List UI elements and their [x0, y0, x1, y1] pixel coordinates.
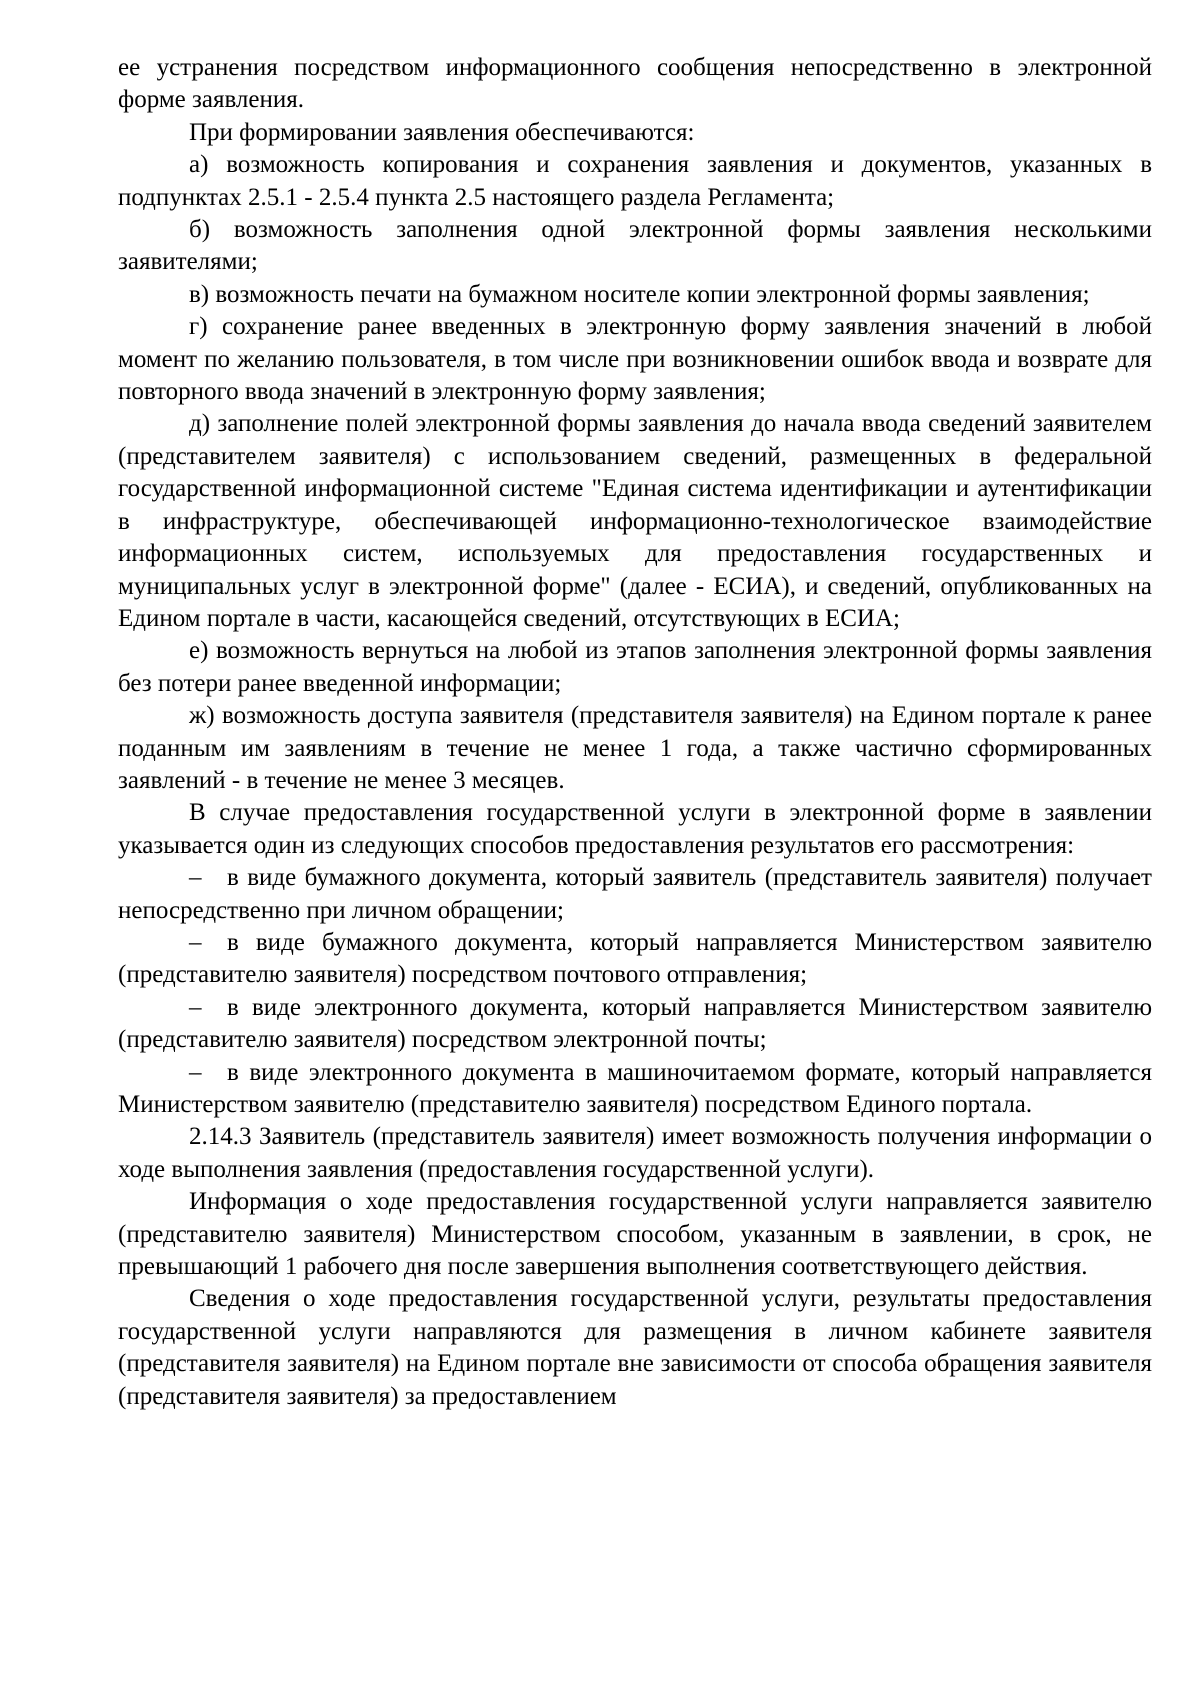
- paragraph-personal-account: Сведения о ходе предоставления государственной услуги, результаты предоставления государственной услуги направляются для размещения в личном кабинете заявителя (представителя заявителя) на Едином портале вне зависимости от способа обращения заявителя (представителя заявителя) за предоставлением: [118, 1285, 1152, 1410]
- list-item-text: в виде бумажного документа, который заявитель (представитель заявителя) получает непосредственно при личном обращении;: [118, 864, 1152, 924]
- dash-marker: –: [189, 928, 202, 956]
- paragraph-continuation: ее устранения посредством информационного сообщения непосредственно в электронной форме заявления.: [118, 54, 1152, 114]
- paragraph-result-methods-intro: В случае предоставления государственной услуги в электронной форме в заявлении указывается один из следующих способов предоставления результатов его рассмотрения:: [118, 799, 1152, 859]
- paragraph-item-zh: ж) возможность доступа заявителя (представителя заявителя) на Едином портале к ранее поданным им заявлениям в течение не менее 1 года, а также частично сформированных заявлений - в течение не менее 3 месяцев.: [118, 702, 1152, 794]
- list-item-electronic-email: [118, 992, 1152, 1057]
- paragraph-item-b: б) возможность заполнения одной электронной формы заявления несколькими заявителями;: [118, 216, 1152, 276]
- dash-marker: –: [189, 864, 202, 892]
- paragraph-item-e: е) возможность вернуться на любой из этапов заполнения электронной формы заявления без потери ранее введенной информации;: [118, 637, 1152, 697]
- paragraph-formation-intro: При формировании заявления обеспечиваются:: [189, 118, 695, 146]
- list-item-text: в виде электронного документа в машиночитаемом формате, который направляется Министерством заявителю (представителю заявителя) посредством Единого портала.: [118, 1058, 1152, 1118]
- list-item-paper-personal: [118, 862, 1152, 927]
- paragraph-section-2-14-3: 2.14.3 Заявитель (представитель заявителя) имеет возможность получения информации о ходе выполнения заявления (предоставления государственной услуги).: [118, 1123, 1152, 1183]
- paragraph-progress-info: Информация о ходе предоставления государственной услуги направляется заявителю (представителю заявителя) Министерством способом, указанным в заявлении, в срок, не превышающий 1 рабочего дня после завершения выполнения соответствующего действия.: [118, 1188, 1152, 1281]
- paragraph-item-a: а) возможность копирования и сохранения заявления и документов, указанных в подпунктах 2.5.1 - 2.5.4 пункта 2.5 настоящего раздела Регламента;: [118, 151, 1152, 211]
- list-item-paper-mail: [118, 927, 1152, 992]
- paragraph-item-g: г) сохранение ранее введенных в электронную форму заявления значений в любой момент по желанию пользователя, в том числе при возникновении ошибок ввода и возврате для повторного ввода значений в электронную форму заявления;: [118, 313, 1152, 406]
- dash-marker: –: [189, 1058, 202, 1086]
- paragraph-item-d: д) заполнение полей электронной формы заявления до начала ввода сведений заявителем (представителем заявителя) с использованием сведений, размещенных в федеральной государственной информационной системе "Единая система идентификации и аутентификации в инфраструктуре, обеспечивающей информационно-технологическое взаимодействие информационных систем, используемых для предоставления государственных и муниципальных услуг в электронной форме" (далее - ЕСИА), и сведений, опубликованных на Едином портале в части, касающейся сведений, отсутствующих в ЕСИА;: [118, 410, 1152, 632]
- paragraph-item-v: в) возможность печати на бумажном носителе копии электронной формы заявления;: [189, 280, 1090, 308]
- list-item-text: в виде электронного документа, который направляется Министерством заявителю (представителю заявителя) посредством электронной почты;: [118, 993, 1152, 1054]
- dash-marker: –: [189, 993, 202, 1021]
- list-item-electronic-portal: [118, 1057, 1152, 1122]
- list-item-text: в виде бумажного документа, который направляется Министерством заявителю (представителю заявителя) посредством почтового отправления;: [118, 928, 1152, 989]
